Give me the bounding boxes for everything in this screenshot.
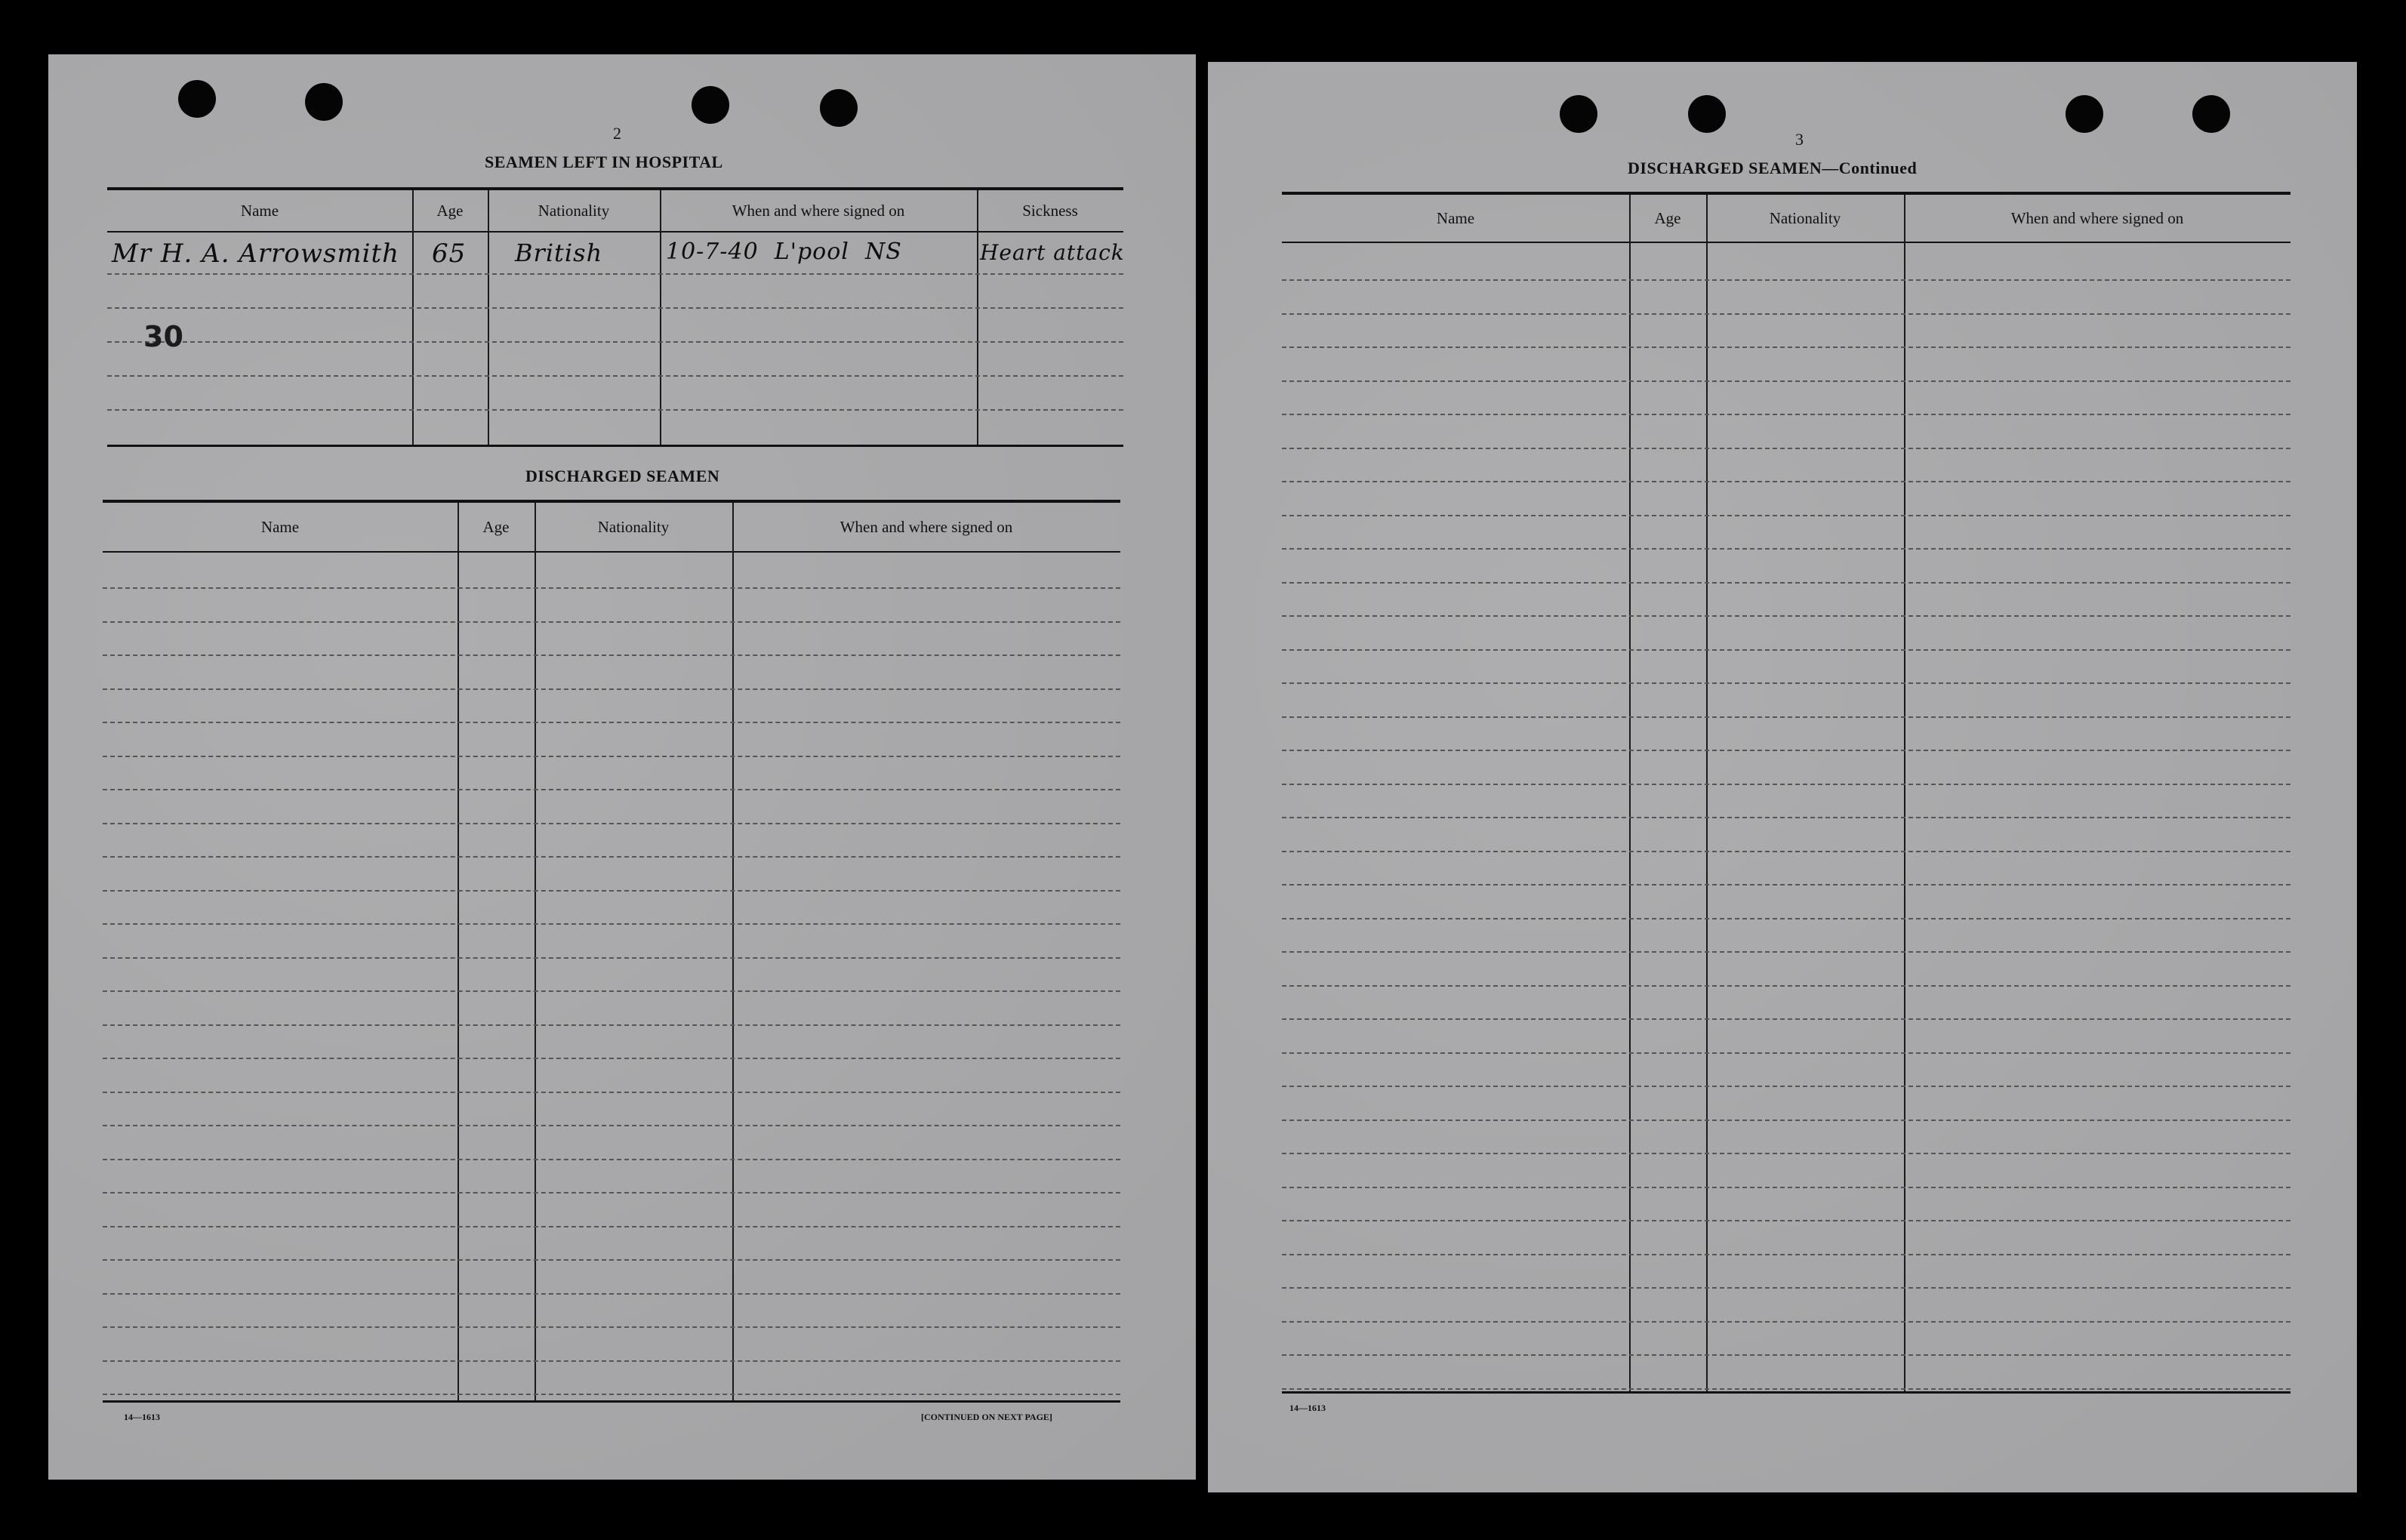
ruled-line	[1282, 716, 2290, 718]
ruled-line	[103, 789, 1120, 790]
ruled-line	[1282, 649, 2290, 651]
ruled-line	[103, 957, 1120, 959]
page-number: 3	[1795, 130, 1804, 149]
page-number: 2	[613, 124, 621, 143]
ruled-line	[1282, 1321, 2290, 1323]
column-header-signed-on: When and where signed on	[732, 201, 905, 220]
column-header-age: Age	[436, 201, 464, 220]
column-divider	[1904, 195, 1905, 1391]
ruled-line	[1282, 682, 2290, 684]
punch-hole	[178, 80, 216, 118]
column-header-name: Name	[240, 201, 279, 220]
ruled-line	[1282, 851, 2290, 852]
ruled-line	[1282, 1220, 2290, 1221]
ruled-line	[1282, 918, 2290, 919]
ruled-line	[1282, 1018, 2290, 1020]
punch-hole	[692, 86, 729, 124]
ruled-line	[103, 1092, 1120, 1093]
ruled-line	[1282, 548, 2290, 550]
column-header-signed-on: When and where signed on	[2010, 208, 2184, 227]
ruled-line	[1282, 346, 2290, 348]
ruled-line	[103, 722, 1120, 723]
ruled-line	[1282, 1254, 2290, 1255]
ruled-line	[107, 375, 1123, 377]
ruled-line	[103, 823, 1120, 824]
ruled-line	[103, 587, 1120, 589]
ruled-line	[1282, 582, 2290, 584]
column-header-sickness: Sickness	[1022, 201, 1078, 220]
ruled-line	[1282, 279, 2290, 281]
column-divider	[732, 503, 734, 1400]
margin-number-mark: 30	[143, 320, 183, 353]
ruled-line	[1282, 1388, 2290, 1390]
column-header-nationality: Nationality	[597, 517, 670, 536]
punch-hole	[820, 89, 858, 127]
form-number: 14—1613	[1289, 1403, 1326, 1413]
column-divider	[412, 190, 414, 445]
ruled-line	[103, 1024, 1120, 1026]
discharged-continued-header	[1282, 195, 2290, 243]
punch-hole	[2066, 95, 2103, 133]
ruled-line	[103, 990, 1120, 992]
left-page	[48, 54, 1196, 1480]
ruled-line	[1282, 481, 2290, 482]
column-divider	[660, 190, 661, 445]
ruled-line	[103, 756, 1120, 757]
ruled-line	[103, 856, 1120, 858]
hospital-entry-signed-on: 10-7-40 L'pool NS	[666, 239, 902, 265]
ruled-line	[1282, 817, 2290, 818]
discharged-continued-table	[1282, 192, 2290, 1394]
column-divider	[457, 503, 459, 1400]
punch-hole	[1688, 95, 1726, 133]
ruled-line	[103, 1394, 1120, 1395]
form-number: 14—1613	[124, 1412, 160, 1422]
hospital-entry-sickness: Heart attack	[980, 240, 1125, 265]
ruled-line	[107, 409, 1123, 411]
ruled-line	[1282, 380, 2290, 382]
ruled-line	[107, 341, 1123, 343]
ruled-line	[1282, 750, 2290, 751]
ruled-line	[1282, 1354, 2290, 1356]
ruled-line	[103, 1226, 1120, 1227]
hospital-entry-name: Mr H. A. Arrowsmith	[112, 239, 400, 269]
column-header-name: Name	[1436, 208, 1475, 227]
punch-hole	[305, 83, 343, 121]
column-header-nationality: Nationality	[538, 201, 610, 220]
ruled-line	[103, 1360, 1120, 1362]
ruled-line	[1282, 448, 2290, 449]
ruled-line	[103, 1259, 1120, 1261]
ruled-line	[1282, 1086, 2290, 1087]
hospital-table-header	[107, 190, 1123, 233]
ruled-line	[103, 688, 1120, 690]
ruled-line	[1282, 1153, 2290, 1154]
ruled-line	[103, 1159, 1120, 1160]
ruled-line	[1282, 414, 2290, 415]
column-header-age: Age	[482, 517, 510, 536]
column-divider	[977, 190, 978, 445]
ruled-line	[103, 621, 1120, 623]
ruled-line	[103, 1293, 1120, 1295]
ruled-line	[103, 654, 1120, 656]
punch-hole	[1560, 95, 1597, 133]
ruled-line	[1282, 951, 2290, 953]
ruled-line	[103, 1326, 1120, 1328]
ruled-line	[1282, 1120, 2290, 1121]
right-page	[1208, 62, 2357, 1492]
ruled-line	[103, 890, 1120, 892]
ruled-line	[1282, 784, 2290, 785]
ruled-line	[1282, 615, 2290, 617]
ruled-line	[1282, 1052, 2290, 1054]
column-divider	[488, 190, 489, 445]
column-header-name: Name	[260, 517, 300, 536]
ruled-line	[1282, 515, 2290, 516]
ruled-line	[1282, 1287, 2290, 1289]
discharged-continued-title: DISCHARGED SEAMEN—Continued	[1628, 159, 1918, 177]
column-header-age: Age	[1654, 208, 1681, 227]
column-header-nationality: Nationality	[1769, 208, 1841, 227]
column-divider	[1706, 195, 1708, 1391]
ruled-line	[1282, 313, 2290, 315]
column-divider	[534, 503, 536, 1400]
punch-hole	[2192, 95, 2230, 133]
hospital-section-title: SEAMEN LEFT IN HOSPITAL	[485, 152, 723, 171]
hospital-table	[107, 187, 1123, 447]
ruled-line	[107, 307, 1123, 309]
column-divider	[1629, 195, 1631, 1391]
ruled-line	[1282, 884, 2290, 886]
ruled-line	[103, 923, 1120, 925]
discharged-table-header	[103, 503, 1120, 553]
continued-note: [CONTINUED ON NEXT PAGE]	[921, 1412, 1052, 1422]
hospital-entry-nationality: British	[515, 239, 603, 267]
ruled-line	[103, 1125, 1120, 1126]
ruled-line	[103, 1192, 1120, 1194]
ruled-line	[103, 1058, 1120, 1059]
ruled-line	[107, 273, 1123, 275]
ruled-line	[1282, 1187, 2290, 1188]
discharged-section-title: DISCHARGED SEAMEN	[525, 467, 720, 485]
ruled-line	[1282, 985, 2290, 987]
column-header-signed-on: When and where signed on	[839, 517, 1013, 536]
hospital-entry-age: 65	[432, 239, 467, 269]
discharged-table	[103, 500, 1120, 1403]
